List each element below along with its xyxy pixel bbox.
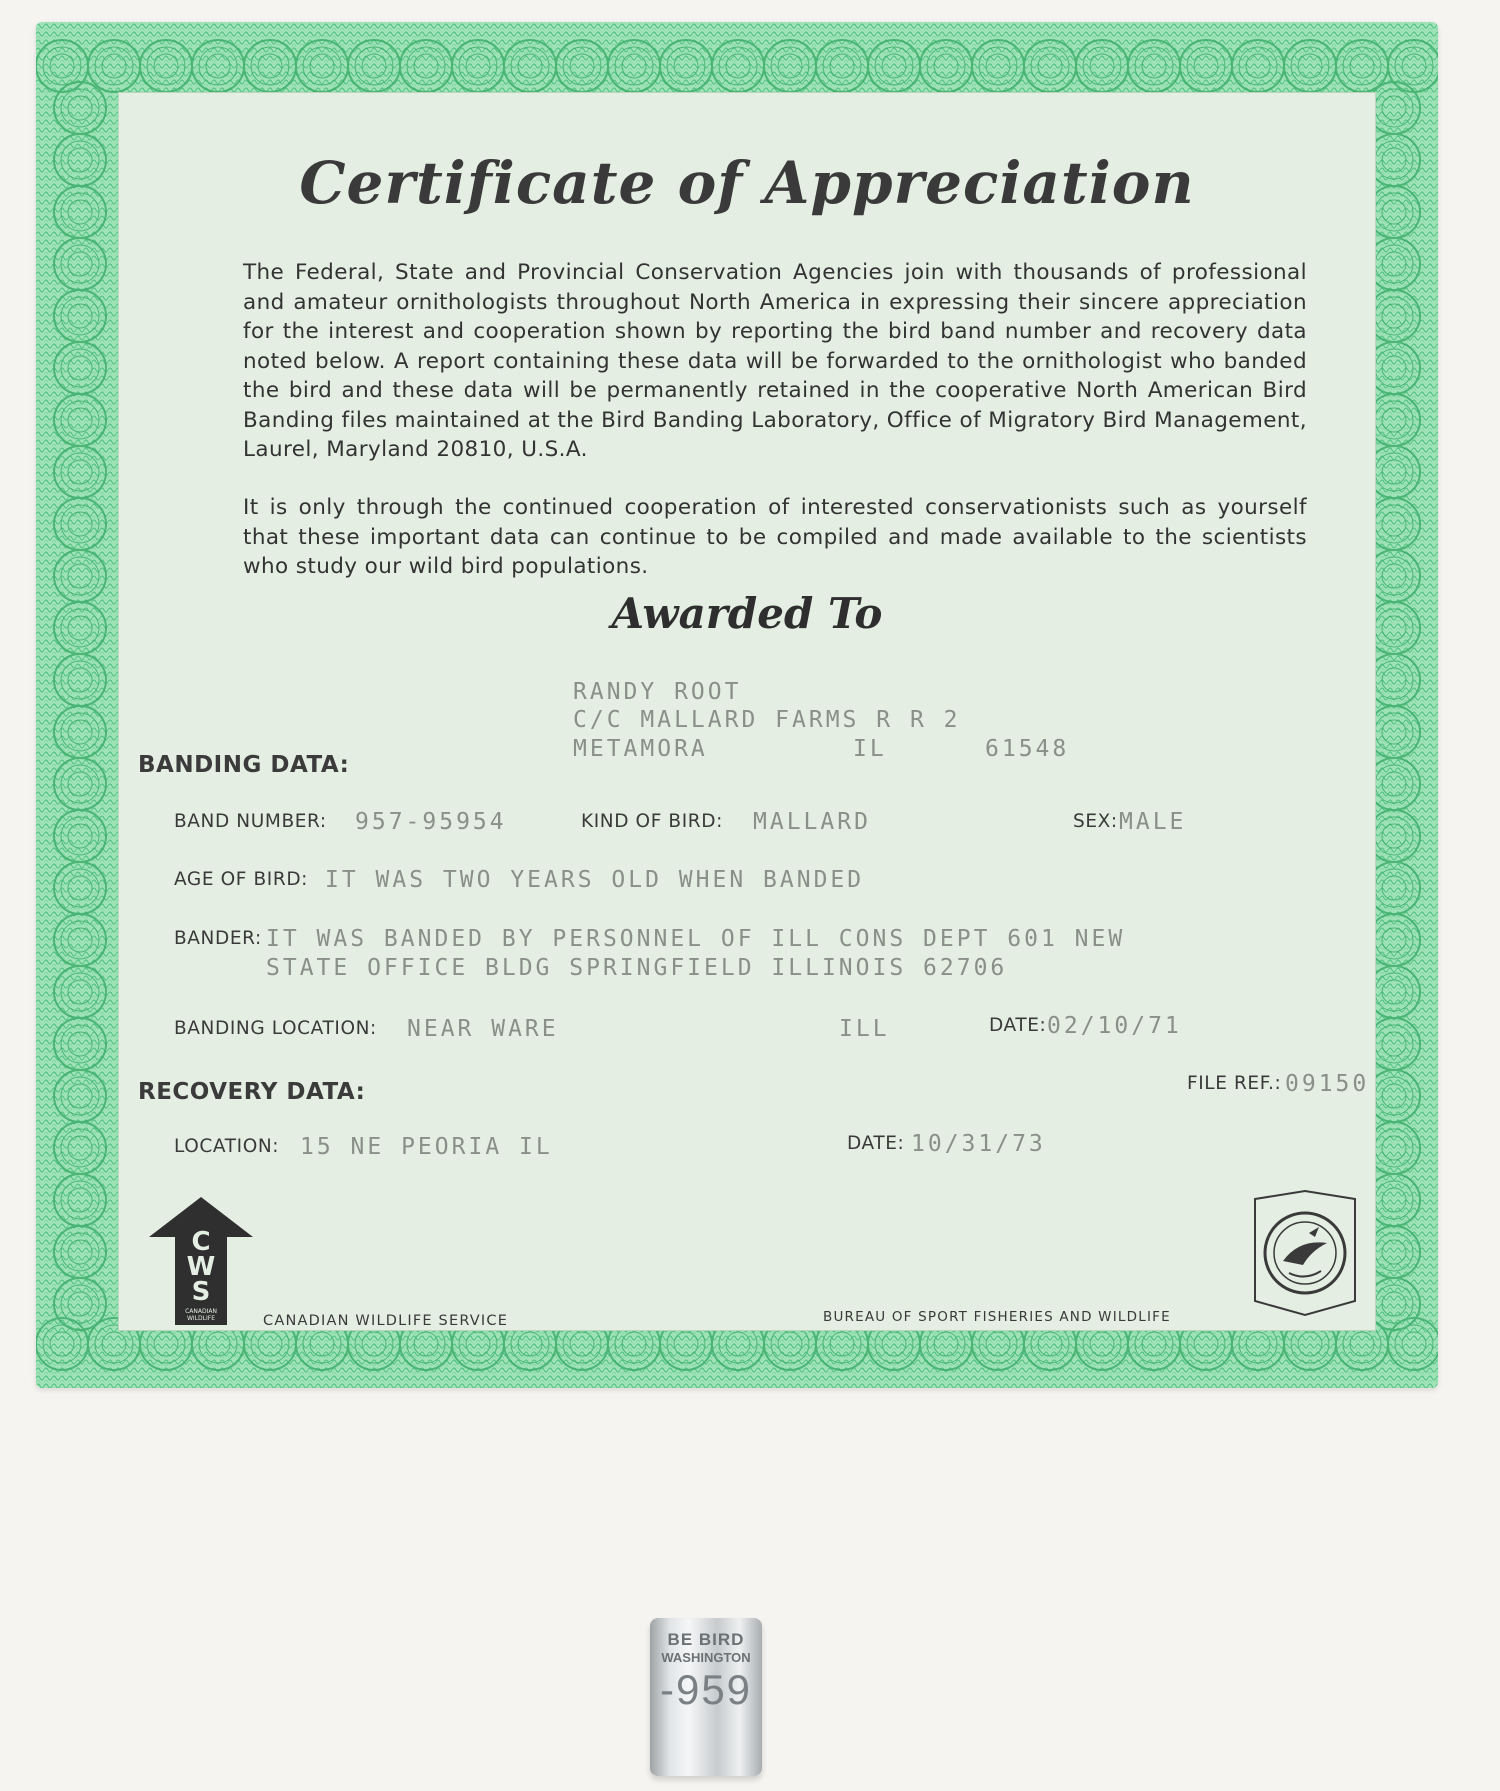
banding-location-value: NEAR WARE — [407, 1016, 559, 1042]
recipient-state: IL — [853, 736, 887, 762]
cooperation-paragraph: It is only through the continued cooperation of interested conservationists such as yourself that these important data can continue to be compiled and made available to the scientists who study our wild bird populations. — [243, 495, 1307, 579]
recipient-address: C/C MALLARD FARMS R R 2 — [573, 707, 961, 733]
certificate — [36, 22, 1438, 1388]
recovery-date-label: DATE: — [847, 1133, 905, 1154]
bander-line1: IT WAS BANDED BY PERSONNEL OF ILL CONS DEPT 601 NEW — [266, 926, 1126, 952]
bird-band-line3: -959 — [659, 1666, 753, 1713]
bird-band-photo — [650, 1618, 762, 1776]
svg-text:WILDLIFE: WILDLIFE — [186, 1315, 216, 1322]
cws-label: CANADIAN WILDLIFE SERVICE — [263, 1313, 509, 1329]
banding-date-value: 02/10/71 — [1047, 1013, 1182, 1039]
bird-band-line2: WASHINGTON — [661, 1650, 751, 1665]
file-ref-value: 09150 — [1285, 1071, 1370, 1097]
recovery-location-label: LOCATION: — [174, 1136, 280, 1157]
fish-wildlife-seal-icon — [1249, 1189, 1361, 1317]
awarded-to-heading: Awarded To — [611, 589, 883, 638]
svg-text:W: W — [186, 1252, 216, 1282]
bureau-label: BUREAU OF SPORT FISHERIES AND WILDLIFE — [823, 1309, 1171, 1325]
banding-date-label: DATE: — [989, 1015, 1047, 1036]
recovery-date-value: 10/31/73 — [911, 1131, 1046, 1157]
recipient-name: RANDY ROOT — [573, 679, 742, 705]
kind-of-bird-label: KIND OF BIRD: — [581, 811, 723, 832]
kind-of-bird-value: MALLARD — [753, 809, 871, 835]
banding-data-heading: BANDING DATA: — [138, 752, 350, 778]
intro-paragraph: The Federal, State and Provincial Conservation Agencies join with thousands of professional and amateur ornithologists throughout North America in expressing their sincere appreciation for the interest and cooperation shown by reporting the bird band number and recovery data noted below. A report containing these data will be forwarded to the ornithologist who banded the bird and these data will be permanently retained in the cooperative North American Bird Banding files maintained at the Bird Banding Laboratory, Office of Migratory Bird Management, Laurel, Maryland 20810, U.S.A. — [243, 260, 1307, 462]
svg-text:S: S — [191, 1277, 211, 1307]
bander-label: BANDER: — [174, 928, 262, 949]
bander-line2: STATE OFFICE BLDG SPRINGFIELD ILLINOIS 62706 — [266, 955, 1008, 981]
age-label: AGE OF BIRD: — [174, 869, 308, 890]
age-value: IT WAS TWO YEARS OLD WHEN BANDED — [325, 867, 865, 893]
recovery-location-value: 15 NE PEORIA IL — [300, 1134, 553, 1160]
certificate-panel — [118, 92, 1376, 1331]
recipient-city: METAMORA — [573, 736, 708, 762]
band-number-value: 957-95954 — [355, 809, 507, 835]
sex-label: SEX: — [1073, 811, 1118, 832]
banding-location-label: BANDING LOCATION: — [174, 1018, 377, 1039]
banding-location-state: ILL — [839, 1016, 890, 1042]
certificate-title: Certificate of Appreciation — [299, 149, 1195, 217]
sex-value: MALE — [1119, 809, 1187, 835]
recipient-zip: 61548 — [985, 736, 1070, 762]
svg-text:CANADIAN: CANADIAN — [185, 1308, 217, 1315]
cws-logo-icon — [145, 1195, 257, 1327]
recovery-data-heading: RECOVERY DATA: — [138, 1079, 366, 1105]
svg-text:C: C — [191, 1227, 211, 1257]
file-ref-label: FILE REF.: — [1187, 1073, 1282, 1094]
band-number-label: BAND NUMBER: — [174, 811, 327, 832]
bird-band-line1: BE BIRD — [667, 1630, 745, 1649]
